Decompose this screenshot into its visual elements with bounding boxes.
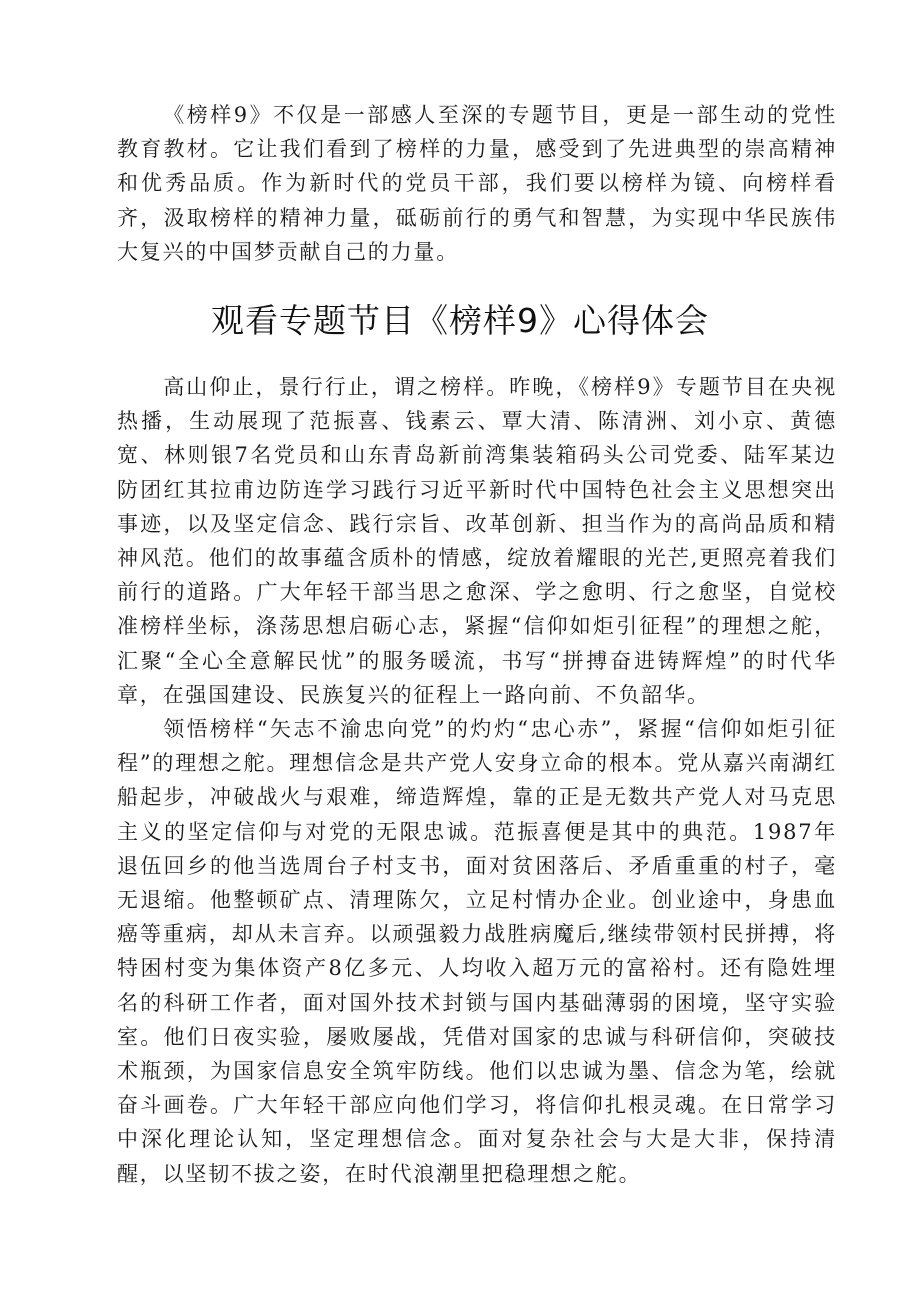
body-paragraph-1: 高山仰止，景行行止，谓之榜样。昨晚，《榜样9》专题节目在央视热播，生动展现了范振喜、钱素云、覃大清、陈清洲、刘小京、黄德宽、林则银7名党员和山东青岛新前湾集装箱码头公司党委、陆军某边防团红其拉甫边防连学习践行习近平新时代中国特色社会主义思想突出事迹，以及坚定信念、践行宗旨、改革创新、担当作为的高尚品质和精神风范。他们的故事蕴含质朴的情感，绽放着耀眼的光芒,更照亮着我们前行的道路。广大年轻干部当思之愈深、学之愈明、行之愈坚，自觉校准榜样坐标，涤荡思想启砺心志，紧握“信仰如炬引征程”的理想之舵，汇聚“全心全意解民忧”的服务暖流，书写“拼搏奋进铸辉煌”的时代华章，在强国建设、民族复兴的征程上一路向前、不负韶华。 (117, 375, 837, 707)
article-title: 观看专题节目《榜样9》心得体会 (211, 301, 709, 340)
body-paragraph-2: 领悟榜样“矢志不渝忠向党”的灼灼“忠心赤”，紧握“信仰如炬引征程”的理想之舵。理想信念是共产党人安身立命的根本。党从嘉兴南湖红船起步，冲破战火与艰难，缔造辉煌，靠的正是无数共产党人对马克思主义的坚定信仰与对党的无限忠诚。范振喜便是其中的典范。1987年退伍回乡的他当选周台子村支书，面对贫困落后、矛盾重重的村子，毫无退缩。他整顿矿点、清理陈欠，立足村情办企业。创业途中，身患血癌等重病，却从未言弃。以顽强毅力战胜病魔后,继续带领村民拼搏，将特困村变为集体资产8亿多元、人均收入超万元的富裕村。还有隐姓埋名的科研工作者，面对国外技术封锁与国内基础薄弱的困境，坚守实验室。他们日夜实验，屡败屡战，凭借对国家的忠诚与科研信仰，突破技术瓶颈，为国家信息安全筑牢防线。他们以忠诚为墨、信念为笔，绘就奋斗画卷。广大年轻干部应向他们学习，将信仰扎根灵魂。在日常学习中深化理论认知，坚定理想信念。面对复杂社会与大是大非，保持清醒，以坚韧不拔之姿，在时代浪潮里把稳理想之舵。 (117, 717, 837, 1186)
intro-section (117, 98, 837, 269)
article-body (117, 370, 837, 1191)
intro-paragraph: 《榜样9》不仅是一部感人至深的专题节目，更是一部生动的党性教育教材。它让我们看到了榜样的力量，感受到了先进典型的崇高精神和优秀品质。作为新时代的党员干部，我们要以榜样为镜、向榜样看齐，汲取榜样的精神力量，砥砺前行的勇气和智慧，为实现中华民族伟大复兴的中国梦贡献自己的力量。 (117, 103, 837, 264)
